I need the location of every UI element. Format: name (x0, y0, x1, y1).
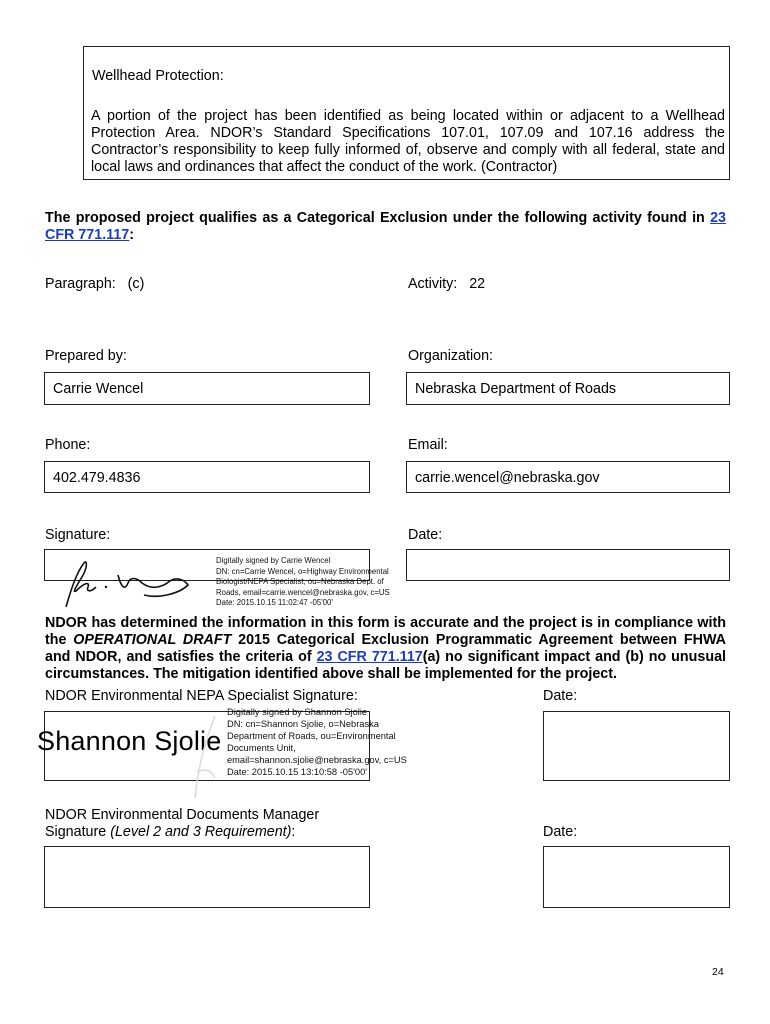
phone-field[interactable] (44, 461, 370, 493)
adobe-signature-watermark-icon (185, 712, 225, 802)
page-number: 24 (712, 966, 724, 978)
date-field[interactable] (406, 549, 730, 581)
manager-date-field[interactable] (543, 846, 730, 908)
date-label: Date: (408, 527, 443, 543)
manager-label-suffix: : (291, 824, 296, 840)
phone-value: 402.479.4836 (53, 470, 141, 486)
sjolie-digital-line: Department of Roads, ou=Environmental (227, 731, 396, 741)
carrie-digital-line: Date: 2015.10.15 11:02:47 -05'00' (216, 598, 333, 608)
carrie-wencel-signature-image (40, 553, 220, 611)
determination-line1: NDOR has determined the information in this form is accurate and the project is in compliance with the (45, 615, 726, 648)
manager-date-label: Date: (543, 824, 578, 840)
signature-label: Signature: (45, 527, 111, 543)
manager-signature-field[interactable] (44, 846, 370, 908)
determination-line4: circumstances. The mitigation identified above shall be implemented for the project. (45, 666, 617, 682)
carrie-digital-signature-block (216, 556, 390, 609)
ndor-determination-statement (45, 615, 726, 683)
prepared-by-value: Carrie Wencel (53, 381, 144, 397)
cfr-link-2[interactable]: 23 CFR 771.117 (316, 649, 423, 665)
exclusion-suffix: : (129, 227, 135, 243)
email-field[interactable] (406, 461, 730, 493)
carrie-digital-line: Digitally signed by Carrie Wencel (216, 556, 331, 565)
determination-line2: 2015 Categorical Exclusion Programmatic Agreement between FHWA and (45, 632, 726, 665)
organization-label: Organization: (408, 348, 494, 364)
nepa-date-label: Date: (543, 688, 578, 704)
determination-line3-rest: (a) no significant impact and (b) no unusual (422, 649, 726, 665)
prepared-by-field[interactable] (44, 372, 370, 405)
activity-field (408, 276, 485, 292)
nepa-date-field[interactable] (543, 711, 730, 781)
carrie-digital-line: Roads, email=carrie.wencel@nebraska.gov, c=US (216, 587, 390, 597)
sjolie-digital-line: DN: cn=Shannon Sjolie, o=Nebraska (227, 719, 379, 729)
organization-field[interactable] (406, 372, 730, 405)
wellhead-body: A portion of the project has been identified as being located within or adjacent to a Wellhead Protection Area. NDOR’s Standard Specifications 107.01, 107.09 and 107.16 address the Contractor’s responsibility to keep fully informed of, observe and comply with all federal, state and local laws and ordinances that affect the conduct of the work. (Contractor) (91, 108, 725, 175)
email-value: carrie.wencel@nebraska.gov (415, 470, 600, 486)
exclusion-text: The proposed project qualifies as a Categorical Exclusion under the following activity found in (45, 210, 705, 226)
email-label: Email: (408, 437, 448, 453)
cfr-link[interactable]: 23 CFR 771.117 (45, 210, 726, 243)
sjolie-digital-line: Date: 2015.10.15 13:10:58 -05'00' (227, 767, 368, 777)
carrie-digital-line: DN: cn=Carrie Wencel, o=Highway Environmental (216, 566, 389, 576)
sjolie-digital-line: email=shannon.sjolie@nebraska.gov, c=US (227, 755, 407, 765)
sjolie-digital-line: Documents Unit, (227, 743, 296, 753)
determination-line3: NDOR, and satisfies the criteria of (75, 649, 312, 665)
activity-label: Activity: (408, 276, 458, 292)
operational-draft-text: OPERATIONAL DRAFT (73, 632, 232, 648)
nepa-specialist-label: NDOR Environmental NEPA Specialist Signature: (45, 688, 358, 704)
categorical-exclusion-statement (45, 210, 726, 244)
sjolie-digital-line: Digitally signed by Shannon Sjolie (227, 707, 368, 717)
manager-label-prefix: Signature (45, 824, 111, 840)
activity-value: 22 (469, 276, 486, 292)
paragraph-value: (c) (127, 276, 145, 292)
paragraph-label: Paragraph: (45, 276, 116, 292)
prepared-by-label: Prepared by: (45, 348, 127, 364)
paragraph-field (45, 276, 144, 292)
shannon-sjolie-signature-name: Shannon Sjolie (37, 726, 222, 756)
manager-label-line1: NDOR Environmental Documents Manager (45, 807, 320, 823)
manager-label-italic: (Level 2 and 3 Requirement) (110, 824, 292, 840)
organization-value: Nebraska Department of Roads (415, 381, 617, 397)
wellhead-title: Wellhead Protection: (92, 68, 224, 84)
sjolie-digital-signature-block (227, 706, 407, 778)
carrie-digital-line: Biologist/NEPA Specialist, ou=Nebraska Dept. of (216, 577, 384, 587)
manager-label-line2 (45, 824, 319, 841)
phone-label: Phone: (45, 437, 91, 453)
manager-label (45, 807, 319, 841)
